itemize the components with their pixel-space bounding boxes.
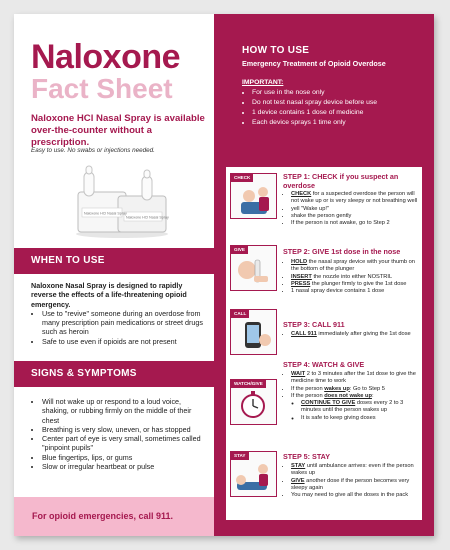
step5-bullet: • You may need to give all the doses in the pack [291,492,420,499]
step2-bullet: • 1 nasal spray device contains 1 dose [291,288,420,295]
step1-text [283,191,420,227]
step4-sub-bullet: ◦ It is safe to keep giving doses [301,415,420,422]
step2-bullet: • PRESS the plunger firmly to give the 1st dose [291,281,420,288]
step1-check-illustration [230,173,277,219]
nasal-spray-product-image [72,164,172,239]
step1-bullet: • CHECK for a suspected overdose the person will not wake up or is very sleepy or not breathing well [291,191,420,206]
important-item: • 1 device contains 1 dose of medicine [252,108,427,118]
step5-tag: STAY [231,452,249,460]
left-column [14,14,214,536]
when-to-use-body [31,281,209,346]
product-label-left: Naloxone HCl Nasal Spray [84,211,127,216]
step5-bullet: • STAY until ambulance arrives: even if the person wakes up [291,463,420,478]
step4-bullet: • If the person wakes up: Go to Step 5 [291,386,420,393]
step5-text [283,463,420,499]
signs-bullet: • Will not wake up or respond to a loud voice, shaking, or rubbing firmly on the middle of their chest [42,397,209,425]
step2-bullet: • INSERT the nozzle into either NOSTRIL [291,274,420,281]
important-item: • Each device sprays 1 time only [252,118,427,128]
step1-bullet: • yell "Wake up!" [291,206,420,213]
steps-panel [226,167,422,520]
how-to-use-heading: HOW TO USE [242,45,310,56]
important-item: • Do not test nasal spray device before use [252,98,427,108]
step4-text [283,371,420,422]
step4-title: STEP 4: WATCH & GIVE [283,360,365,369]
how-to-use-subheading: Emergency Treatment of Opioid Overdose [242,59,386,68]
step2-give-illustration [230,245,277,291]
when-to-use-bullet: • Safe to use even if opioids are not present [42,337,209,346]
step2-bullet: • HOLD the nasal spray device with your thumb on the bottom of the plunger [291,259,420,274]
signs-body [31,397,209,471]
fact-sheet [14,14,434,536]
step2-title: STEP 2: GIVE 1st dose in the nose [283,247,401,256]
step5-title: STEP 5: STAY [283,452,331,461]
right-column [214,14,434,536]
step3-bullet: • CALL 911 immediately after giving the 1st dose [291,331,420,338]
important-label: IMPORTANT: [242,79,284,86]
step3-tag: CALL [231,310,249,318]
when-to-use-bullet: • Use to "revive" someone during an overdose from many prescription pain medications or street drugs such as heroin [42,309,209,337]
step1-title: STEP 1: CHECK if you suspect an overdose [283,172,399,190]
easy-note: Easy to use. No swabs or injections needed. [31,147,155,154]
step5-bullet: • GIVE another dose if the person becomes very sleepy again [291,478,420,493]
emergency-call-text: For opioid emergencies, call 911. [32,511,174,521]
step5-stay-illustration [230,451,277,497]
step3-call-illustration [230,309,277,355]
important-item: • For use in the nose only [252,88,427,98]
when-to-use-intro: Naloxone Nasal Spray is designed to rapidly reverse the effects of a life-threatening opioid emergency. [31,281,187,309]
step4-bullet: • WAIT 2 to 3 minutes after the 1st dose to give the medicine time to work [291,371,420,386]
lead-text: Naloxone HCl Nasal Spray is available over-the-counter without a prescription. [31,113,205,148]
signs-heading: SIGNS & SYMPTOMS [14,361,214,387]
step3-title: STEP 3: CALL 911 [283,320,345,329]
step3-text [283,331,420,338]
step2-tag: GIVE [231,246,248,254]
step4-tag: WATCH/GIVE [231,380,266,388]
title-fact-sheet: Fact Sheet [31,73,173,104]
step1-bullet: • If the person is not awake, go to Step 2 [291,220,420,227]
step1-bullet: • shake the person gently [291,213,420,220]
step4-watch-give-illustration [230,379,277,425]
when-to-use-heading: WHEN TO USE [14,248,214,274]
step2-text [283,259,420,295]
signs-bullet: • Slow or irregular heartbeat or pulse [42,462,209,471]
title-naloxone: Naloxone [31,38,181,76]
signs-bullet: • Breathing is very slow, uneven, or has stopped [42,425,209,434]
important-list [242,88,427,128]
signs-bullet: • Blue fingertips, lips, or gums [42,453,209,462]
step4-sub-bullet: ◦ CONTINUE TO GIVE doses every 2 to 3 minutes until the person wakes up [301,400,420,415]
step1-tag: CHECK [231,174,253,182]
signs-bullet: • Center part of eye is very small, sometimes called "pinpoint pupils" [42,434,209,453]
product-label-right: Naloxone HCl Nasal Spray [126,215,169,220]
step4-bullet: • If the person does not wake up: ◦ CONTINUE TO GIVE doses every 2 to 3 minutes until the person wakes up ◦ It is safe to keep giving doses [291,393,420,422]
